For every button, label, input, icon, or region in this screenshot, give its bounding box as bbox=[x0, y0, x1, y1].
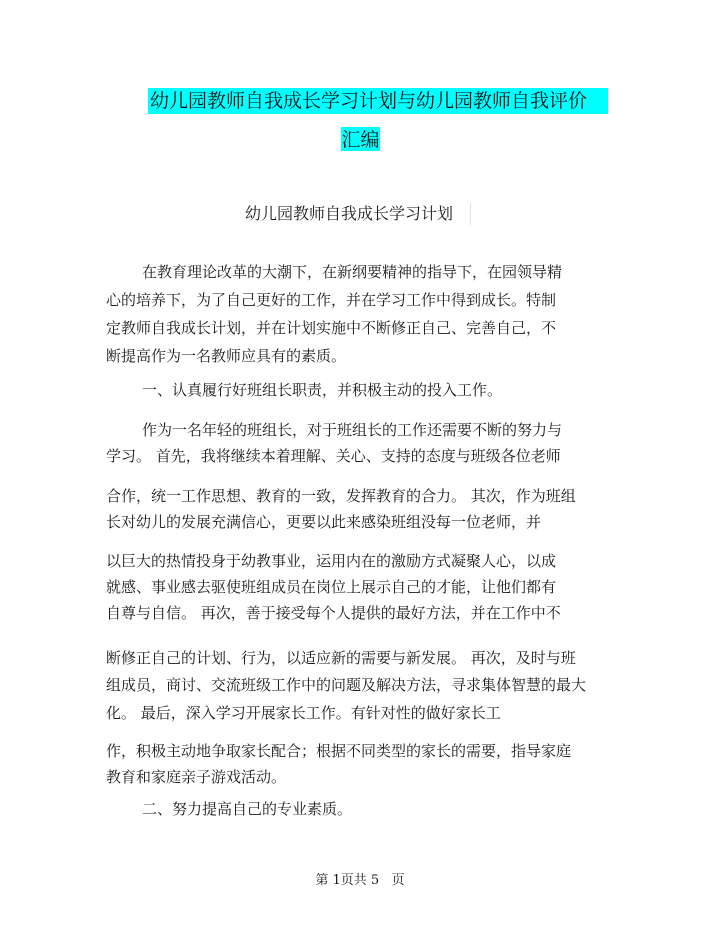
body-line-3: 定教师自我成长计划，并在计划实施中不断修正自己、完善自己，不 bbox=[106, 319, 557, 337]
body-line-11: 就感、事业感去驱使班组成员在岗位上展示自己的才能，让他们都有 bbox=[106, 578, 557, 596]
body-line-7: 学习。 首先，我将继续本着理解、关心、支持的态度与班级各位老师 bbox=[106, 447, 561, 465]
section-heading-1: 一、认真履行好班组长职责，并积极主动的投入工作。 bbox=[142, 381, 503, 399]
body-line-16: 作，积极主动地争取家长配合；根据不同类型的家长的需要，指导家庭 bbox=[106, 742, 572, 760]
body-line-2: 心的培养下，为了自己更好的工作，并在学习工作中得到成长。特制 bbox=[106, 291, 557, 309]
body-line-6: 作为一名年轻的班组长，对于班组长的工作还需要不断的努力与 bbox=[142, 421, 563, 439]
body-line-4: 断提高作为一名教师应具有的素质。 bbox=[106, 347, 347, 365]
page-number-footer: 第 1页共 5 页 bbox=[315, 873, 405, 888]
body-line-10: 以巨大的热情投身于幼教事业，运用内在的激励方式凝聚人心，以成 bbox=[106, 552, 557, 570]
section-subtitle: 幼儿园教师自我成长学习计划 bbox=[245, 204, 454, 223]
body-line-8: 合作，统一工作思想、教育的一致，发挥教育的合力。 其次，作为班组 bbox=[106, 487, 576, 505]
body-line-13: 断修正自己的计划、行为，以适应新的需要与新发展。 再次，及时与班 bbox=[106, 649, 576, 667]
body-line-9: 长对幼儿的发展充满信心，更要以此来感染班组没每一位老师，并 bbox=[106, 513, 542, 531]
document-title-line-2: 汇编 bbox=[341, 129, 380, 151]
section-heading-2: 二、努力提高自己的专业素质。 bbox=[142, 800, 353, 818]
body-line-1: 在教育理论改革的大潮下，在新纲要精神的指导下，在园领导精 bbox=[142, 263, 563, 281]
body-line-14: 组成员，商讨、交流班级工作中的问题及解决方法，寻求集体智慧的最大 bbox=[106, 676, 587, 694]
subtitle-frame-edge bbox=[470, 203, 475, 225]
document-title-line-1: 幼儿园教师自我成长学习计划与幼儿园教师自我评价 bbox=[148, 88, 608, 114]
body-line-17: 教育和家庭亲子游戏活动。 bbox=[106, 768, 287, 786]
body-line-15: 化。 最后，深入学习开展家长工作。有针对性的做好家长工 bbox=[106, 704, 501, 722]
body-line-12: 自尊与自信。 再次，善于接受每个人提供的最好方法，并在工作中不 bbox=[106, 604, 561, 622]
